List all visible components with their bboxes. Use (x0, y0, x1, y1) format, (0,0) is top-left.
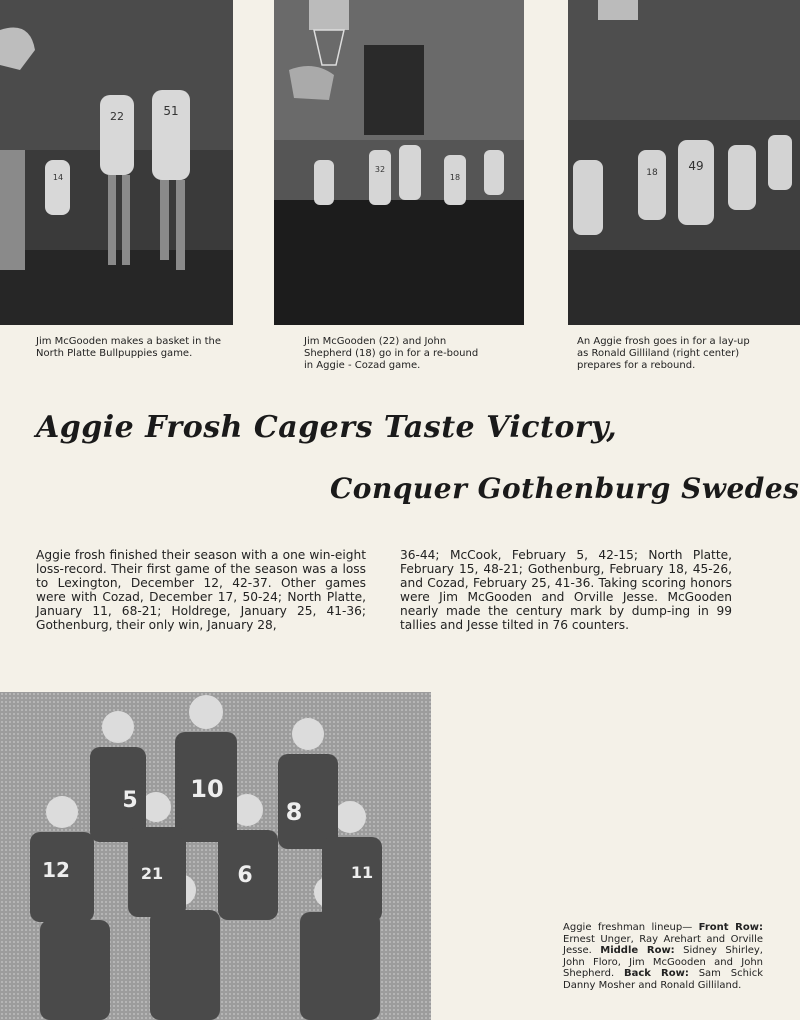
jersey-number: 10 (190, 775, 224, 803)
jersey-number: 18 (449, 173, 461, 182)
jersey-number: 12 (42, 858, 70, 882)
jersey-number: 11 (350, 863, 374, 882)
team-lineup-caption (563, 922, 763, 991)
team-photo (0, 692, 431, 1020)
lineup-back-row: Sam Schick Danny Mosher and Ronald Gilliland. (563, 968, 763, 991)
jersey-number: 32 (374, 165, 386, 174)
jersey-number: 51 (163, 104, 179, 118)
headline-line-2: Conquer Gothenburg Swedes (330, 472, 800, 505)
jersey-number: 22 (110, 110, 124, 123)
jersey-number: 8 (285, 798, 303, 826)
jersey-number: 21 (140, 864, 164, 883)
lineup-intro: Aggie freshman lineup— (563, 922, 693, 933)
jersey-number: 5 (122, 788, 138, 813)
jersey-number: 18 (646, 168, 658, 178)
caption-photo-3: An Aggie frosh goes in for a lay-up as Ronald Gilliland (right center) prepares for a rebound. (577, 336, 750, 371)
photo-north-platte-game (0, 0, 233, 325)
lineup-front-row: Ernest Unger, Ray Arehart and Orville Jesse. (563, 933, 763, 956)
jersey-number: 6 (237, 863, 253, 888)
lineup-middle-row: Sidney Shirley, John Floro, Jim McGooden and John Shepherd. (563, 945, 763, 979)
article-column-2: 36-44; McCook, February 5, 42-15; North Platte, February 15, 48-21; Gothenburg, February 18, 45-26, and Cozad, February 25, 41-36. Taking scoring honors were Jim McGooden and Orville Jesse. McGooden nearly made the century mark by dump-ing in 99 tallies and Jesse tilted in 76 counters. (400, 548, 732, 632)
caption-photo-2: Jim McGooden (22) and John Shepherd (18) go in for a re-bound in Aggie - Cozad game. (304, 336, 479, 371)
headline-line-1: Aggie Frosh Cagers Taste Victory, (36, 410, 618, 445)
caption-photo-1: Jim McGooden makes a basket in the North Platte Bullpuppies game. (36, 336, 222, 359)
lineup-middle-label: Middle Row: (600, 945, 675, 956)
photo-layup (568, 0, 800, 325)
jersey-number: 49 (688, 159, 704, 173)
article-column-1: Aggie frosh finished their season with a one win-eight loss-record. Their first game of the season was a loss to Lexington, December 12, 42-37. Other games were with Cozad, December 17, 50-24; North Platte, January 11, 68-21; Holdrege, January 25, 41-36; Gothenburg, their only win, January 28, (36, 548, 366, 632)
lineup-back-label: Back Row: (623, 968, 689, 979)
photo-cozad-game (274, 0, 524, 325)
jersey-number: 14 (52, 173, 64, 182)
lineup-front-label: Front Row: (698, 922, 763, 933)
